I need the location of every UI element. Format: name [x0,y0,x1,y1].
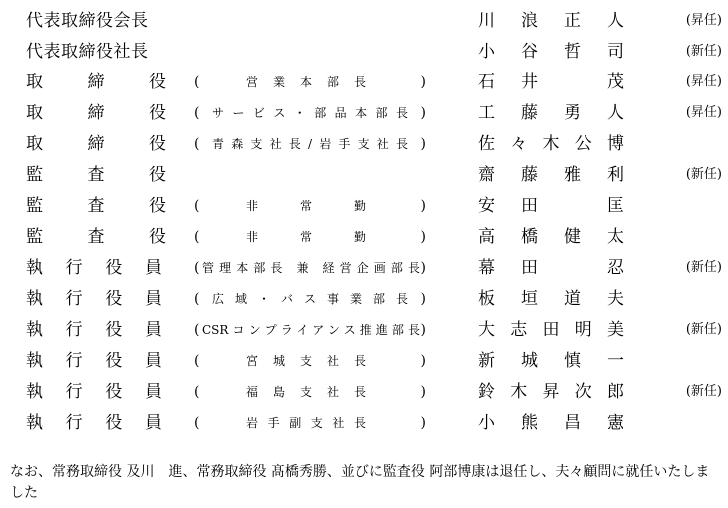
officer-department [194,284,426,314]
close-paren: ) [420,291,426,307]
appointment-status: (新任) [685,167,722,182]
department-label: 非常勤 [246,230,366,244]
officer-name: 齋藤雅利 [478,165,624,185]
open-paren: ( [194,105,200,121]
close-paren: ) [420,260,426,276]
officer-name: 石井 茂 [478,72,624,92]
officer-department [194,129,426,159]
officer-row [0,6,728,36]
department-label: 営業本部長 [246,75,366,89]
officer-name: 新城慎一 [478,351,624,371]
department-label: サービス・部品本部長 [212,106,408,120]
officer-row [0,315,728,345]
close-paren: ) [420,136,426,152]
officer-row [0,284,728,314]
appointment-status: (昇任) [685,74,722,89]
officer-row [0,67,728,97]
officer-row [0,222,728,252]
officer-name: 川浪正人 [478,11,624,31]
officer-title: 執行役員 [26,382,162,402]
department-label: 岩手副支社長 [246,416,366,430]
officer-name: 佐々木公博 [478,134,624,154]
appointment-status: (新任) [685,260,722,275]
retirement-note: なお、常務取締役 及川 進、常務取締役 髙橋秀勝、並びに監査役 阿部博康は退任し、夫々顧問に就任いたしました [10,464,710,501]
close-paren: ) [420,415,426,431]
department-label: 管理本部長 兼 経営企画部長 [202,261,420,275]
open-paren: ( [194,198,200,214]
officer-row [0,408,728,438]
close-paren: ) [420,353,426,369]
officer-title: 執行役員 [26,289,162,309]
appointment-status: (昇任) [685,105,722,120]
officer-name: 鈴木昇次郎 [478,382,624,402]
officer-title: 代表取締役社長 [26,42,149,62]
officer-title: 代表取締役会長 [26,11,149,31]
officer-department [194,377,426,407]
officer-department [194,408,426,438]
officer-department [194,222,426,252]
close-paren: ) [420,384,426,400]
appointment-status: (新任) [685,44,722,59]
officer-department [194,98,426,128]
officer-title: 監査役 [26,196,166,216]
appointment-status: (昇任) [685,13,722,28]
department-label: 広域・バス事業部長 [212,292,408,306]
open-paren: ( [194,74,200,90]
department-label: 福島支社長 [246,385,366,399]
officer-name: 高橋健太 [478,227,624,247]
open-paren: ( [194,260,200,276]
officer-name: 小熊昌憲 [478,413,624,433]
close-paren: ) [420,74,426,90]
officer-title: 監査役 [26,165,166,185]
officer-title: 執行役員 [26,413,162,433]
appointment-status: (新任) [685,384,722,399]
close-paren: ) [420,322,426,338]
officer-name: 小谷哲司 [478,42,624,62]
officer-name: 幕田 忍 [478,258,624,278]
department-label: 非常勤 [246,199,366,213]
open-paren: ( [194,291,200,307]
officer-name: 工藤勇人 [478,103,624,123]
open-paren: ( [194,353,200,369]
department-label: 青森支社長/岩手支社長 [212,137,408,151]
open-paren: ( [194,229,200,245]
appointment-status: (新任) [685,322,722,337]
officer-row [0,377,728,407]
department-label: 宮城支社長 [246,354,366,368]
officer-title: 監査役 [26,227,166,247]
close-paren: ) [420,198,426,214]
officer-title: 取締役 [26,72,166,92]
close-paren: ) [420,105,426,121]
officer-title: 取締役 [26,134,166,154]
officer-department [194,191,426,221]
officer-row [0,37,728,67]
officer-title: 執行役員 [26,258,162,278]
officer-department [194,315,426,345]
open-paren: ( [194,415,200,431]
officer-department [194,67,426,97]
officer-title: 取締役 [26,103,166,123]
officer-name: 大志田明美 [478,320,624,340]
officer-department [194,346,426,376]
open-paren: ( [194,384,200,400]
officer-name: 安田 匡 [478,196,624,216]
open-paren: ( [194,322,200,338]
open-paren: ( [194,136,200,152]
officer-department [194,253,426,283]
officer-row [0,346,728,376]
close-paren: ) [420,229,426,245]
officer-title: 執行役員 [26,351,162,371]
officer-title: 執行役員 [26,320,162,340]
officer-name: 板垣道夫 [478,289,624,309]
officer-row [0,129,728,159]
officer-row [0,160,728,190]
department-label: CSRコンプライアンス推進部長 [202,323,420,337]
officer-row [0,191,728,221]
officer-row [0,253,728,283]
officer-row [0,98,728,128]
